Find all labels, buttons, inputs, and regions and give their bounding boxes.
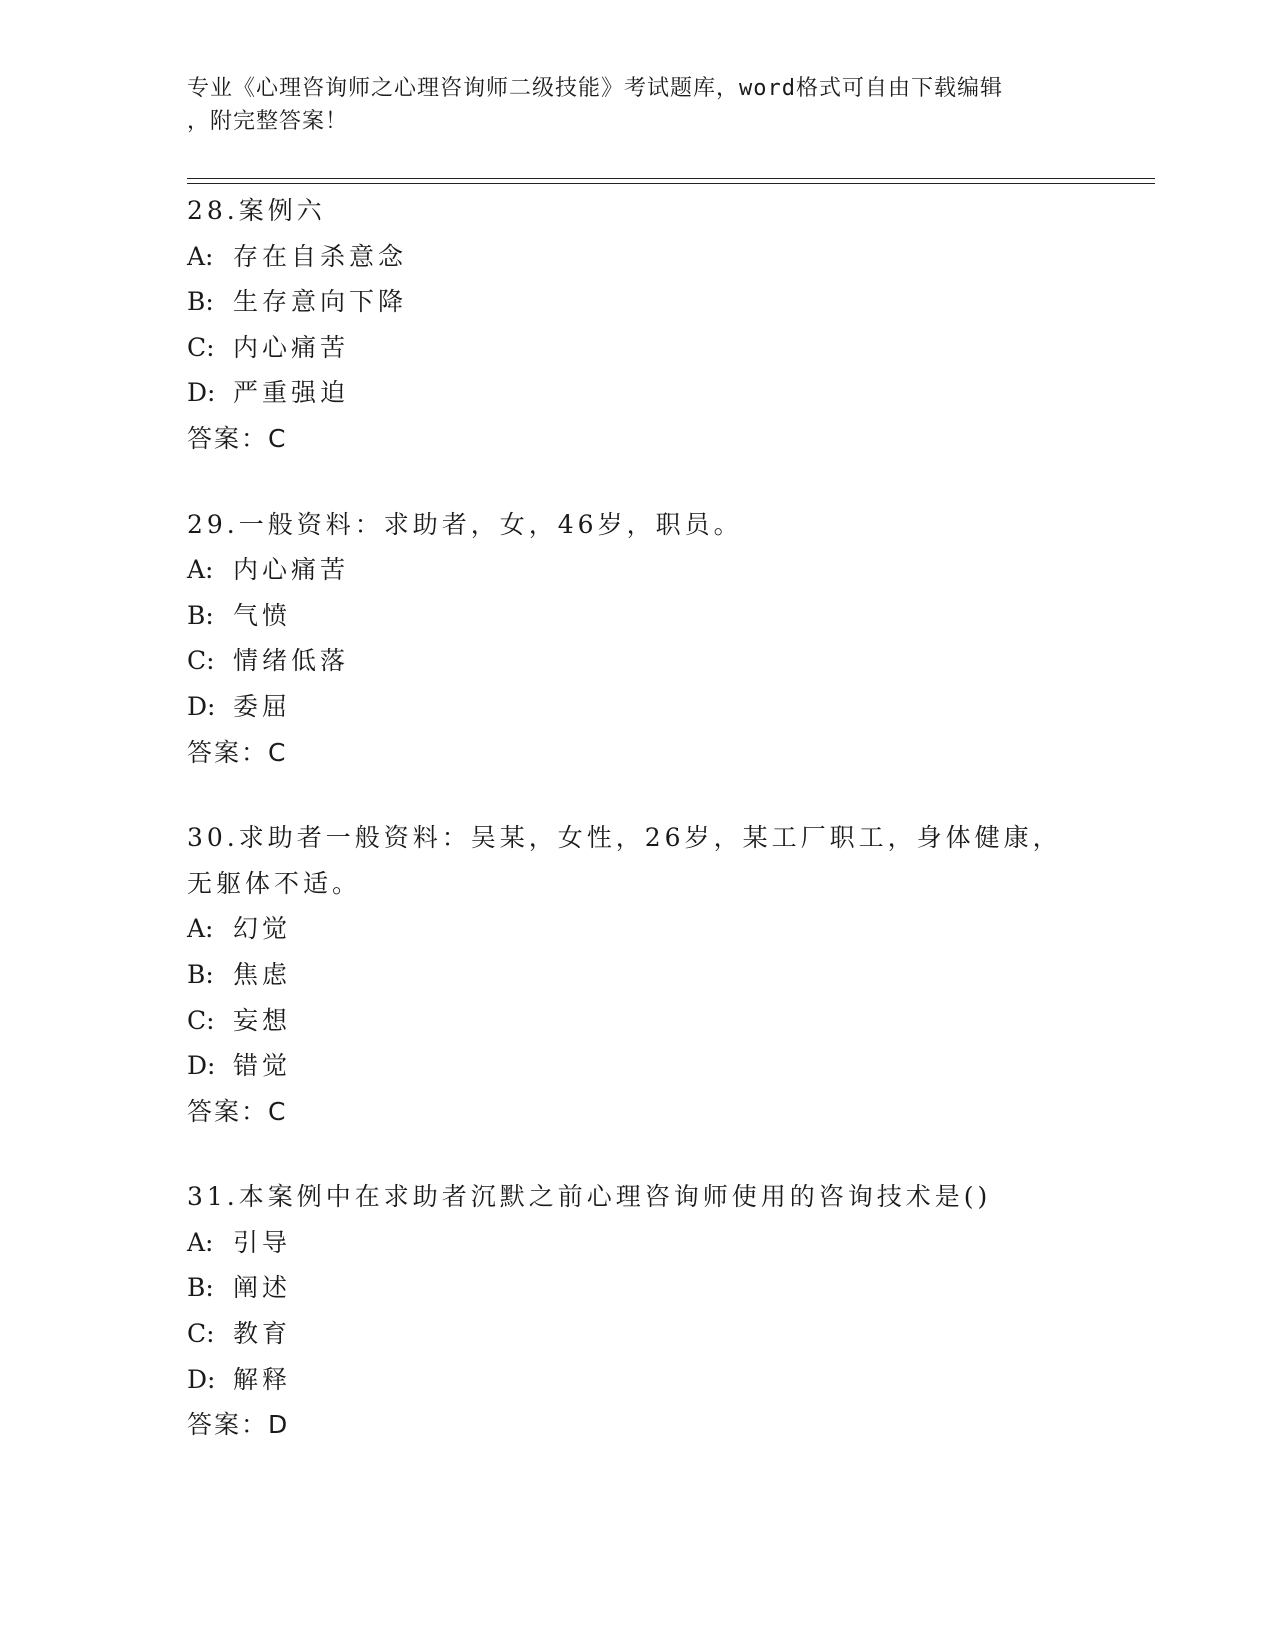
option-text: 委屈 (233, 691, 292, 721)
option-text: 严重强迫 (233, 378, 350, 408)
option-key: A: (187, 914, 214, 944)
option-text: 焦虑 (233, 959, 292, 989)
option-c (187, 1311, 1087, 1357)
option-c (187, 325, 1087, 371)
question-text: 30.求助者一般资料：吴某，女性，26岁，某工厂职工，身体健康，无躯体不适。 (187, 823, 1062, 898)
option-text: 妄想 (233, 1005, 292, 1035)
option-a (187, 906, 1087, 952)
option-text: 阐述 (233, 1273, 292, 1303)
option-key: C: (187, 646, 215, 676)
question-text: 28.案例六 (187, 196, 326, 225)
question-30 (187, 815, 1087, 1134)
option-key: C: (187, 332, 215, 362)
question-text: 31.本案例中在求助者沉默之前心理咨询师使用的咨询技术是() (187, 1182, 992, 1212)
answer-label: 答案：C (187, 737, 288, 767)
option-key: B: (187, 287, 214, 317)
header-divider-bottom (187, 183, 1155, 184)
question-31 (187, 1174, 1087, 1448)
option-text: 引导 (233, 1227, 292, 1257)
option-d (187, 370, 1087, 416)
option-key: A: (187, 1227, 214, 1257)
option-b (187, 279, 1087, 325)
option-a (187, 234, 1087, 280)
option-c (187, 638, 1087, 684)
option-d (187, 1357, 1087, 1403)
option-key: D: (187, 1051, 216, 1081)
option-text: 生存意向下降 (233, 287, 408, 317)
option-a (187, 547, 1087, 593)
option-key: B: (187, 959, 214, 989)
option-b (187, 593, 1087, 639)
option-b (187, 1265, 1087, 1311)
option-key: C: (187, 1005, 215, 1035)
question-29 (187, 502, 1087, 776)
option-text: 教育 (233, 1319, 292, 1349)
option-d (187, 1043, 1087, 1089)
answer-label: 答案：C (187, 1096, 288, 1126)
option-key: A: (187, 241, 214, 271)
option-key: D: (187, 378, 216, 408)
option-text: 内心痛苦 (233, 555, 350, 585)
option-b (187, 952, 1087, 998)
option-text: 错觉 (233, 1051, 292, 1081)
option-key: C: (187, 1319, 215, 1349)
option-text: 存在自杀意念 (233, 241, 408, 271)
header-line-2: ，附完整答案！ (187, 109, 349, 134)
option-text: 解释 (233, 1364, 292, 1394)
option-c (187, 998, 1087, 1044)
option-key: B: (187, 1273, 214, 1303)
option-text: 内心痛苦 (233, 332, 350, 362)
header-divider-top (187, 178, 1155, 179)
answer-label: 答案：D (187, 1410, 290, 1440)
option-text: 情绪低落 (233, 646, 350, 676)
option-key: D: (187, 691, 216, 721)
question-text: 29.一般资料：求助者，女，46岁，职员。 (187, 509, 743, 539)
option-text: 气愤 (233, 600, 292, 630)
option-key: B: (187, 600, 214, 630)
header-line-1: 专业《心理咨询师之心理咨询师二级技能》考试题库，word格式可自由下载编辑 (187, 76, 1003, 101)
option-key: D: (187, 1364, 216, 1394)
question-list (187, 188, 1087, 1488)
option-key: A: (187, 555, 214, 585)
option-a (187, 1220, 1087, 1266)
answer-label: 答案：C (187, 423, 288, 453)
option-d (187, 684, 1087, 730)
option-text: 幻觉 (233, 914, 292, 944)
document-header (187, 72, 1087, 138)
question-28 (187, 188, 1087, 462)
